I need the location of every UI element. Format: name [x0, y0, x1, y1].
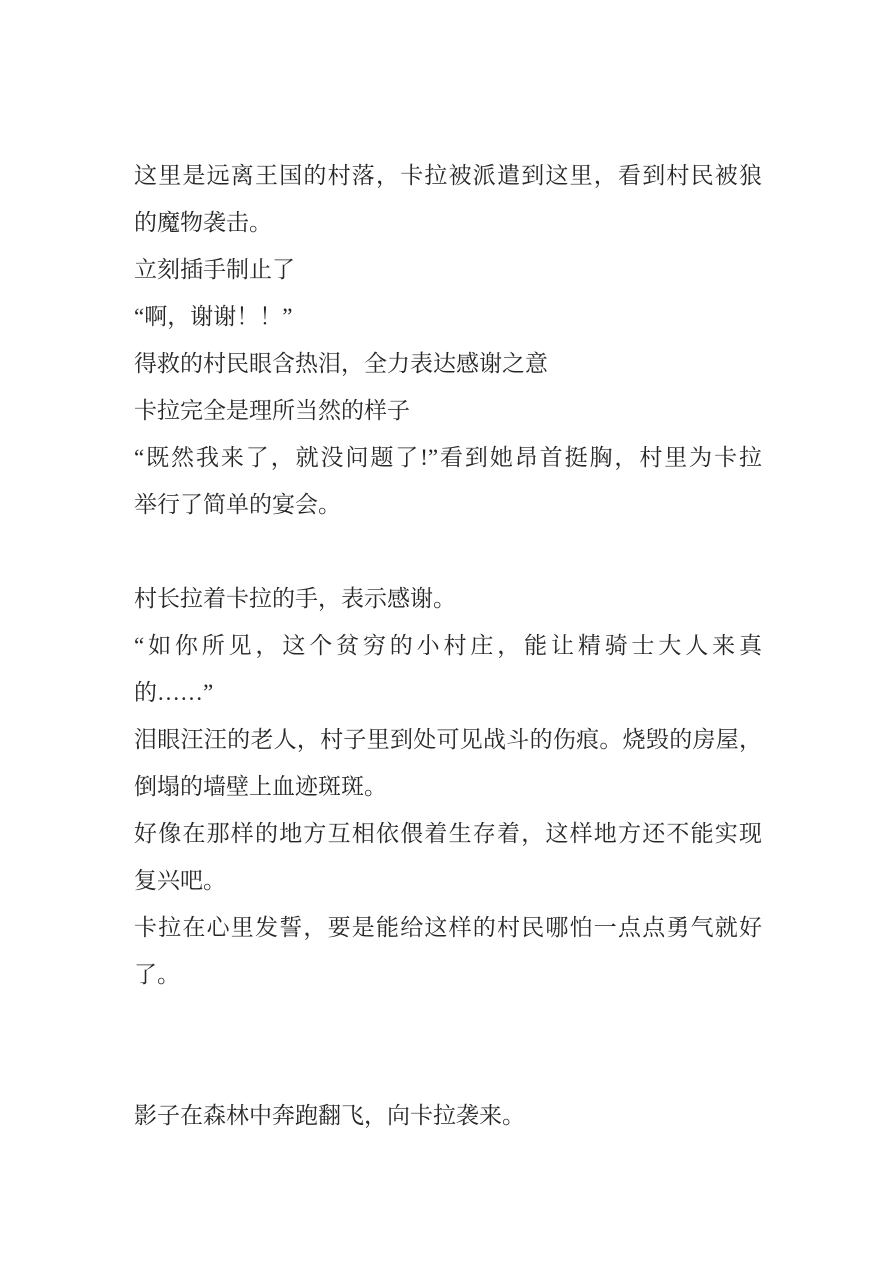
- text-line: 这里是远离王国的村落，卡拉被派遣到这里，看到村民被狼: [134, 163, 762, 188]
- text-line: 复兴吧。: [134, 868, 226, 893]
- text-line: 影子在森林中奔跑翻飞，向卡拉袭来。: [134, 1103, 525, 1128]
- paragraph: [134, 293, 762, 340]
- text-line: 立刻插手制止了: [134, 257, 295, 282]
- blank-line: [134, 528, 762, 575]
- paragraph: [134, 810, 762, 904]
- text-line: 了。: [134, 962, 180, 987]
- document-body: [134, 152, 762, 1139]
- paragraph: [134, 528, 762, 575]
- blank-line: [134, 1045, 762, 1092]
- text-line: 举行了简单的宴会。: [134, 492, 341, 517]
- blank-line: [134, 998, 762, 1045]
- paragraph: [134, 152, 762, 246]
- text-line: 好像在那样的地方互相依偎着生存着，这样地方还不能实现: [134, 821, 762, 846]
- text-line: “啊，谢谢！！”: [134, 304, 293, 329]
- text-line: “如你所见，这个贫穷的小村庄，能让精骑士大人来真: [134, 633, 762, 658]
- paragraph: [134, 246, 762, 293]
- text-line: 泪眼汪汪的老人，村子里到处可见战斗的伤痕。烧毁的房屋，: [134, 727, 762, 752]
- paragraph: [134, 434, 762, 528]
- text-line: 的……”: [134, 680, 214, 705]
- paragraph: [134, 998, 762, 1045]
- text-line: 村长拉着卡拉的手，表示感谢。: [134, 586, 456, 611]
- paragraph: [134, 575, 762, 622]
- paragraph: [134, 387, 762, 434]
- paragraph: [134, 1092, 762, 1139]
- text-line: 卡拉在心里发誓，要是能给这样的村民哪怕一点点勇气就好: [134, 915, 762, 940]
- text-line: 得救的村民眼含热泪，全力表达感谢之意: [134, 351, 548, 376]
- text-line: 的魔物袭击。: [134, 210, 272, 235]
- text-line: 倒塌的墙壁上血迹斑斑。: [134, 774, 387, 799]
- paragraph: [134, 716, 762, 810]
- paragraph: [134, 1045, 762, 1092]
- text-line: “既然我来了，就没问题了!”看到她昂首挺胸，村里为卡拉: [134, 445, 762, 470]
- text-line: 卡拉完全是理所当然的样子: [134, 398, 410, 423]
- paragraph: [134, 622, 762, 716]
- paragraph: [134, 904, 762, 998]
- paragraph: [134, 340, 762, 387]
